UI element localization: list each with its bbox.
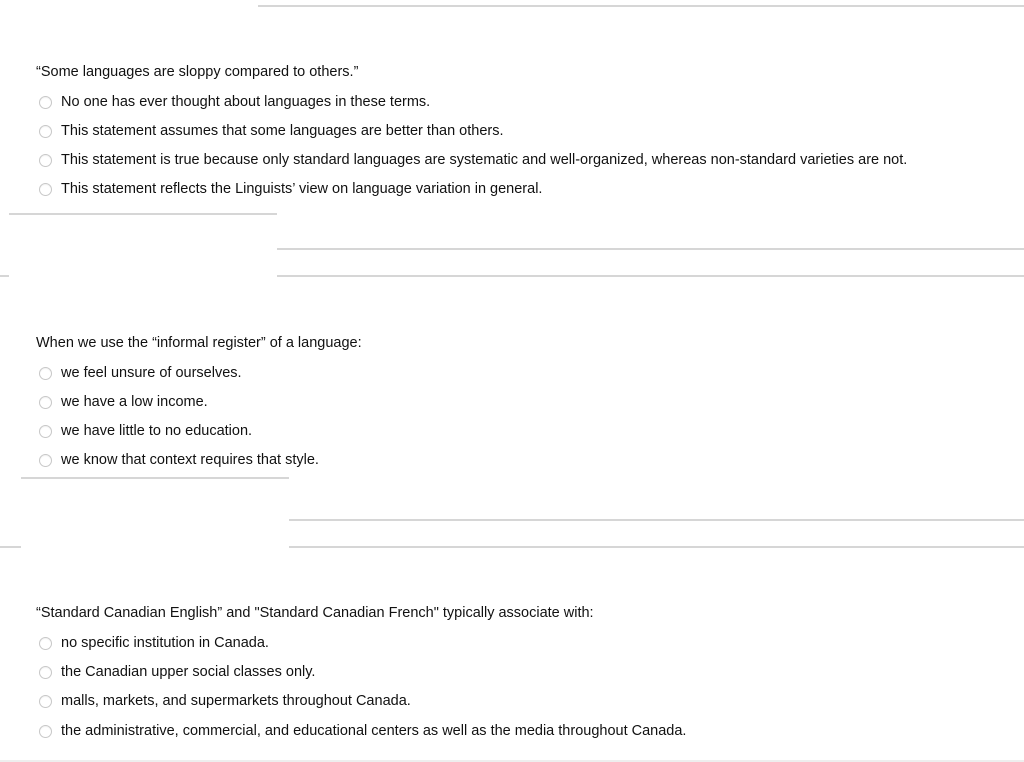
option-label: we know that context requires that style. <box>61 452 319 468</box>
radio-button[interactable] <box>39 396 52 409</box>
radio-button[interactable] <box>39 183 52 196</box>
option-3d[interactable] <box>39 722 686 740</box>
option-label: we feel unsure of ourselves. <box>61 365 242 381</box>
option-label: we have little to no education. <box>61 423 253 439</box>
divider <box>289 546 1024 548</box>
option-1d[interactable] <box>39 180 542 198</box>
radio-button[interactable] <box>39 96 52 109</box>
option-label: no specific institution in Canada. <box>61 635 269 651</box>
option-label: This statement reflects the Linguists’ view on language variation in general. <box>61 181 543 197</box>
option-3c[interactable] <box>39 692 411 710</box>
divider <box>289 519 1024 521</box>
radio-button[interactable] <box>39 425 52 438</box>
radio-button[interactable] <box>39 725 52 738</box>
option-3b[interactable] <box>39 663 315 681</box>
option-2b[interactable] <box>39 393 208 411</box>
option-1a[interactable] <box>39 93 430 111</box>
radio-button[interactable] <box>39 666 52 679</box>
option-label: the administrative, commercial, and educational centers as well as the media throughout Canada. <box>61 723 687 739</box>
option-1b[interactable] <box>39 122 504 140</box>
divider <box>0 275 9 277</box>
option-label: This statement assumes that some languages are better than others. <box>61 123 504 139</box>
option-label: This statement is true because only standard languages are systematic and well-organized, whereas non-standard varieties are not. <box>61 152 908 168</box>
option-2c[interactable] <box>39 422 252 440</box>
option-label: the Canadian upper social classes only. <box>61 664 316 680</box>
radio-button[interactable] <box>39 125 52 138</box>
question-text: “Standard Canadian English” and "Standard Canadian French" typically associate with: <box>36 605 594 621</box>
option-3a[interactable] <box>39 634 269 652</box>
radio-button[interactable] <box>39 154 52 167</box>
option-label: No one has ever thought about languages in these terms. <box>61 94 431 110</box>
divider <box>277 275 1024 277</box>
divider <box>258 5 1024 7</box>
radio-button[interactable] <box>39 637 52 650</box>
question-text: When we use the “informal register” of a language: <box>36 335 362 351</box>
question-text: “Some languages are sloppy compared to others.” <box>36 64 359 80</box>
divider <box>21 477 289 479</box>
option-1c[interactable] <box>39 151 907 169</box>
radio-button[interactable] <box>39 454 52 467</box>
divider <box>277 248 1024 250</box>
radio-button[interactable] <box>39 695 52 708</box>
option-label: malls, markets, and supermarkets throughout Canada. <box>61 693 411 709</box>
option-label: we have a low income. <box>61 394 208 410</box>
divider <box>9 213 277 215</box>
radio-button[interactable] <box>39 367 52 380</box>
option-2d[interactable] <box>39 451 319 469</box>
option-2a[interactable] <box>39 364 242 382</box>
divider <box>0 546 21 548</box>
